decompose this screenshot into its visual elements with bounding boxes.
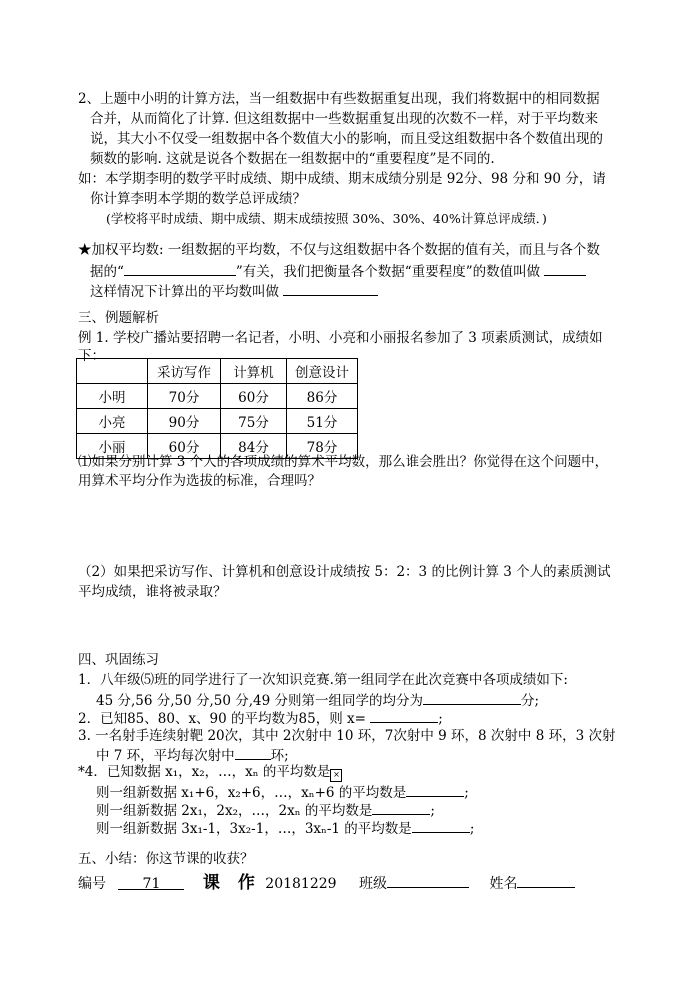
problem-line: 3. 一名射手连续射靶 20次，其中 2次射中 10 环，7次射中 9 环，8 次射中 8 环，3 次射 [78, 728, 616, 744]
paragraph-line: 2、上题中小明的计算方法，当一组数据中有些数据重复出现，我们将数据中的相同数据 [78, 91, 600, 107]
number-label: 编号 [78, 876, 106, 892]
table-header-cell: 创意设计 [287, 359, 358, 384]
definition-line [90, 260, 586, 282]
problem-text: 45 分,56 分,50 分,50 分,49 分则第一组同学的均分为 [96, 693, 424, 709]
question-line: 用算术平均分作为选拔的标准，合理吗？ [78, 473, 321, 489]
answer-blank[interactable] [235, 744, 271, 760]
question-line: （2）如果把采访写作、计算机和创意设计成绩按 5：2：3 的比例计算 3 个人的素质测试 [78, 564, 611, 580]
problem-text: 环; [270, 748, 289, 764]
table-cell: 小明 [77, 384, 148, 409]
table-header-cell: 计算机 [221, 359, 287, 384]
question-line: ⑴如果分别计算 3 个人的各项成绩的算术平均数，那么谁会胜出？你觉得在这个问题中， [78, 454, 609, 470]
example-line: 例 1. 学校广播站要招聘一名记者，小明、小亮和小丽报名参加了 3 项素质测试，成绩如 [78, 330, 603, 346]
problem-text: 则一组新数据 3x₁-1，3x₂-1，…，3xₙ-1 的平均数是 [96, 821, 412, 837]
section-title: 三、例题解析 [78, 310, 159, 326]
score-table [76, 358, 358, 459]
problem-text: *4．已知数据 x₁，x₂，…，xₙ 的平均数是 [78, 764, 331, 780]
problem-text: ; [430, 803, 435, 819]
table-cell: 84分 [221, 434, 287, 459]
example-line: 你计算李明本学期的数学总评成绩？ [90, 191, 306, 207]
section-title: 五、小结：你这节课的收获？ [78, 851, 254, 867]
table-cell: 86分 [287, 384, 358, 409]
number-value: 71 [118, 874, 184, 890]
problem-text: 则一组新数据 2x₁，2x₂，…，2xₙ 的平均数是 [96, 803, 373, 819]
example-line: 如：本学期李明的数学平时成绩、期中成绩、期末成绩分别是 92分、98 分和 90 分，请 [78, 171, 606, 187]
footer-line [78, 872, 575, 894]
problem-line: 1．八年级⑸班的同学进行了一次知识竞赛.第一组同学在此次竞赛中各项成绩如下: [78, 672, 568, 688]
problem-text: ; [438, 711, 443, 727]
class-label: 班级 [359, 876, 387, 892]
work-label: 课 作 [202, 873, 261, 893]
missing-glyph-icon: × [330, 769, 342, 782]
table-cell: 60分 [221, 384, 287, 409]
table-cell: 90分 [148, 409, 221, 434]
problem-text: ; [464, 785, 469, 801]
problem-line [96, 817, 474, 839]
problem-text: 分; [521, 693, 540, 709]
answer-blank[interactable] [406, 781, 464, 797]
table-header-cell: 采访写作 [148, 359, 221, 384]
definition-line: ★加权平均数: 一组数据的平均数，不仅与这组数据中各个数据的值有关，而且与各个数 [78, 242, 600, 258]
weight-note: (学校将平时成绩、期中成绩、期末成绩按照 30%、30%、40%计算总评成绩．) [106, 211, 547, 226]
question-line: 平均成绩，谁将被录取？ [78, 584, 227, 600]
table-header-cell [77, 359, 148, 384]
problem-text: ; [469, 821, 475, 837]
paragraph-line: 合并，从而简化了计算. 但这组数据中一些数据重复出现的次数不一样，对于平均数来 [90, 111, 599, 127]
problem-text: 中 7 环，平均每次射中 [96, 748, 235, 764]
name-label: 姓名 [489, 876, 518, 892]
answer-blank[interactable] [423, 689, 521, 705]
table-cell: 小亮 [77, 409, 148, 434]
definition-text: 据的“ [90, 264, 124, 280]
class-field[interactable] [387, 872, 469, 888]
answer-blank[interactable] [124, 260, 236, 276]
definition-text: 这样情况下计算出的平均数叫做 [90, 284, 279, 300]
table-cell: 78分 [287, 434, 358, 459]
answer-blank[interactable] [412, 817, 470, 833]
table-header-row [77, 359, 358, 384]
table-row [77, 409, 358, 434]
problem-text: 2．已知85、80、x、90 的平均数为85，则 x= [78, 711, 366, 727]
example-line: 下： [78, 348, 105, 364]
problem-line [78, 762, 342, 782]
paragraph-line: 说，其大小不仅受一组数据中各个数值大小的影响，而且受这组数据中各个数值出现的 [90, 131, 603, 147]
paragraph-line: 频数的影响. 这就是说各个数据在一组数据中的“重要程度”是不同的. [90, 151, 495, 167]
name-field[interactable] [517, 872, 575, 888]
answer-blank[interactable] [372, 799, 430, 815]
table-cell: 60分 [148, 434, 221, 459]
definition-line [90, 280, 378, 302]
answer-blank[interactable] [283, 280, 378, 296]
definition-text: ”有关，我们把衡量各个数据“重要程度”的数值叫做 [235, 264, 541, 280]
table-cell: 51分 [287, 409, 358, 434]
table-row [77, 384, 358, 409]
table-cell: 小丽 [77, 434, 148, 459]
answer-blank[interactable] [370, 707, 438, 723]
table-cell: 75分 [221, 409, 287, 434]
table-cell: 70分 [148, 384, 221, 409]
answer-blank[interactable] [544, 260, 586, 276]
problem-text: 则一组新数据 x₁+6，x₂+6，…，xₙ+6 的平均数是 [96, 785, 407, 801]
date: 20181229 [265, 876, 337, 892]
section-title: 四、巩固练习 [78, 652, 159, 668]
